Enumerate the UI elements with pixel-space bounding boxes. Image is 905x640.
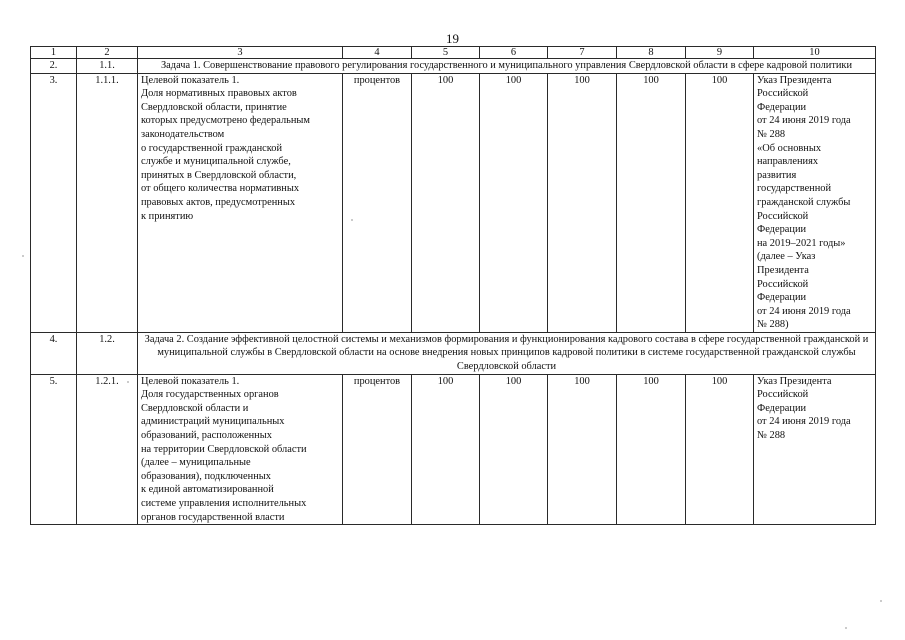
column-header: 5 xyxy=(412,47,480,59)
value-cell: 100 xyxy=(548,73,617,332)
row-number: 4. xyxy=(31,332,77,374)
value-cell: 100 xyxy=(548,374,617,525)
column-header: 8 xyxy=(617,47,686,59)
value-cell: 100 xyxy=(412,73,480,332)
row-code: 1.2. xyxy=(77,332,138,374)
row-code: 1.1.1. xyxy=(77,73,138,332)
scan-speck xyxy=(845,627,847,629)
unit-cell: процентов xyxy=(343,374,412,525)
indicator-row xyxy=(31,73,876,332)
column-header: 7 xyxy=(548,47,617,59)
task-row xyxy=(31,59,876,74)
row-number: 5. xyxy=(31,374,77,525)
indicator-description: Целевой показатель 1. Доля нормативных правовых актов Свердловской области, принятие которых предусмотрено федеральным законодательством о государственной гражданской службе и муниципальной службе, принятых в Свердловской области, от общего количества нормативных правовых актов, предусмотренных к принятию xyxy=(138,73,343,332)
scan-speck xyxy=(22,255,24,257)
row-code: 1.1. xyxy=(77,59,138,74)
column-header: 6 xyxy=(480,47,548,59)
indicator-row xyxy=(31,374,876,525)
column-number-row xyxy=(31,47,876,59)
basis-source: Указ Президента Российской Федерации от 24 июня 2019 года № 288 «Об основных направлениях развития государственной гражданской службы Российской Федерации на 2019–2021 годы» (далее – Указ Президента Российской Федерации от 24 июня 2019 года № 288) xyxy=(754,73,876,332)
scan-speck xyxy=(880,600,882,602)
unit-cell: процентов xyxy=(343,73,412,332)
row-code: 1.2.1. xyxy=(77,374,138,525)
basis-source: Указ Президента Российской Федерации от 24 июня 2019 года № 288 xyxy=(754,374,876,525)
column-header: 10 xyxy=(754,47,876,59)
value-cell: 100 xyxy=(686,374,754,525)
task-text: Задача 2. Создание эффективной целостной системы и механизмов формирования и функционирования кадрового состава в сфере государственной гражданской и муниципальной службы в Свердловской области на основе внедрения новых принципов кадровой политики в системе государственной гражданской службы Свердловской области xyxy=(138,332,876,374)
column-header: 2 xyxy=(77,47,138,59)
page-number: 19 xyxy=(446,31,459,46)
value-cell: 100 xyxy=(617,73,686,332)
task-row xyxy=(31,332,876,374)
scan-speck xyxy=(351,219,353,221)
value-cell: 100 xyxy=(480,374,548,525)
value-cell: 100 xyxy=(412,374,480,525)
value-cell: 100 xyxy=(617,374,686,525)
task-text: Задача 1. Совершенствование правового регулирования государственного и муниципального управления Свердловской области в сфере кадровой политики xyxy=(138,59,876,74)
row-number: 2. xyxy=(31,59,77,74)
indicator-description: Целевой показатель 1. Доля государственных органов Свердловской области и администраций муниципальных образований, расположенных на территории Свердловской области (далее – муниципальные образования), подключенных к единой автоматизированной системе управления исполнительных органов государственной власти xyxy=(138,374,343,525)
indicators-table xyxy=(30,46,876,525)
value-cell: 100 xyxy=(686,73,754,332)
column-header: 3 xyxy=(138,47,343,59)
column-header: 1 xyxy=(31,47,77,59)
column-header: 4 xyxy=(343,47,412,59)
scan-speck xyxy=(127,381,129,383)
value-cell: 100 xyxy=(480,73,548,332)
row-number: 3. xyxy=(31,73,77,332)
column-header: 9 xyxy=(686,47,754,59)
